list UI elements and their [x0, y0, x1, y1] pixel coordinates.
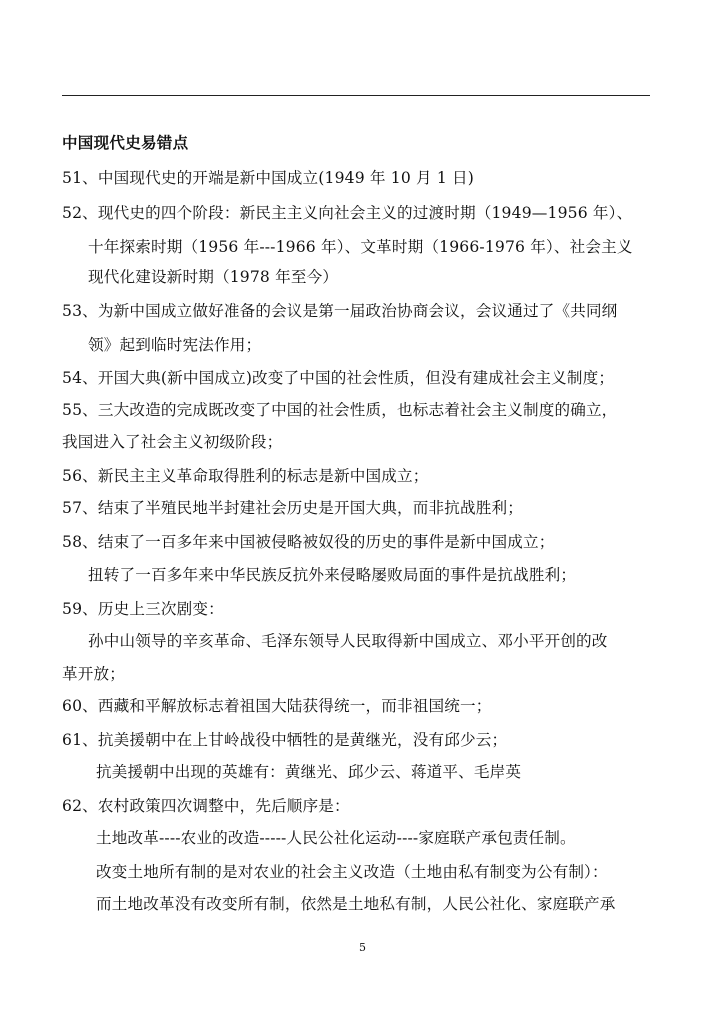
text-line-52-cont-2: 现代化建设新时期（1978 年至今）	[88, 268, 339, 286]
text-line-56: 56、新民主主义革命取得胜利的标志是新中国成立；	[62, 467, 429, 485]
text-line-62-cont-1: 土地改革----农业的改造-----人民公社化运动----家庭联产承包责任制。	[96, 829, 576, 847]
text-line-51: 51、中国现代史的开端是新中国成立(1949 年 10 月 1 日)	[62, 169, 475, 187]
text-line-58: 58、结束了一百多年来中国被侵略被奴役的历史的事件是新中国成立；	[62, 533, 555, 551]
text-line-62-cont-2: 改变土地所有制的是对农业的社会主义改造（土地由私有制变为公有制）：	[96, 863, 608, 881]
text-line-52-cont-1: 十年探索时期（1956 年---1966 年）、文革时期（1966-1976 年）、社会主义	[88, 238, 633, 256]
text-line-59-cont-2: 革开放；	[62, 665, 125, 683]
text-line-53: 53、为新中国成立做好准备的会议是第一届政治协商会议，会议通过了《共同纲	[62, 302, 618, 320]
section-title: 中国现代史易错点	[62, 134, 189, 152]
text-line-59-cont-1: 孙中山领导的辛亥革命、毛泽东领导人民取得新中国成立、邓小平开创的改	[88, 632, 608, 650]
text-line-61: 61、抗美援朝中在上甘岭战役中牺牲的是黄继光，没有邱少云；	[62, 731, 508, 749]
text-line-55-cont: 我国进入了社会主义初级阶段；	[62, 433, 283, 451]
text-line-52: 52、现代史的四个阶段：新民主主义向社会主义的过渡时期（1949—1956 年）、	[62, 204, 633, 222]
text-line-62-cont-3: 而土地改革没有改变所有制，依然是土地私有制，人民公社化、家庭联产承	[96, 895, 616, 913]
text-line-54: 54、开国大典(新中国成立)改变了中国的社会性质，但没有建成社会主义制度；	[62, 369, 615, 387]
text-line-62: 62、农村政策四次调整中，先后顺序是：	[62, 797, 350, 815]
text-line-58-cont: 扭转了一百多年来中华民族反抗外来侵略屡败局面的事件是抗战胜利；	[88, 566, 577, 584]
header-rule	[62, 95, 650, 96]
text-line-61-cont: 抗美援朝中出现的英雄有：黄继光、邱少云、蒋道平、毛岸英	[96, 763, 522, 781]
text-line-53-cont: 领》起到临时宪法作用；	[88, 336, 262, 354]
text-line-57: 57、结束了半殖民地半封建社会历史是开国大典，而非抗战胜利；	[62, 499, 523, 517]
text-line-60: 60、西藏和平解放标志着祖国大陆获得统一，而非祖国统一；	[62, 697, 492, 715]
page-number: 5	[359, 941, 366, 954]
text-line-55: 55、三大改造的完成既改变了中国的社会性质，也标志着社会主义制度的确立，	[62, 401, 618, 419]
text-line-59: 59、历史上三次剧变：	[62, 600, 224, 618]
